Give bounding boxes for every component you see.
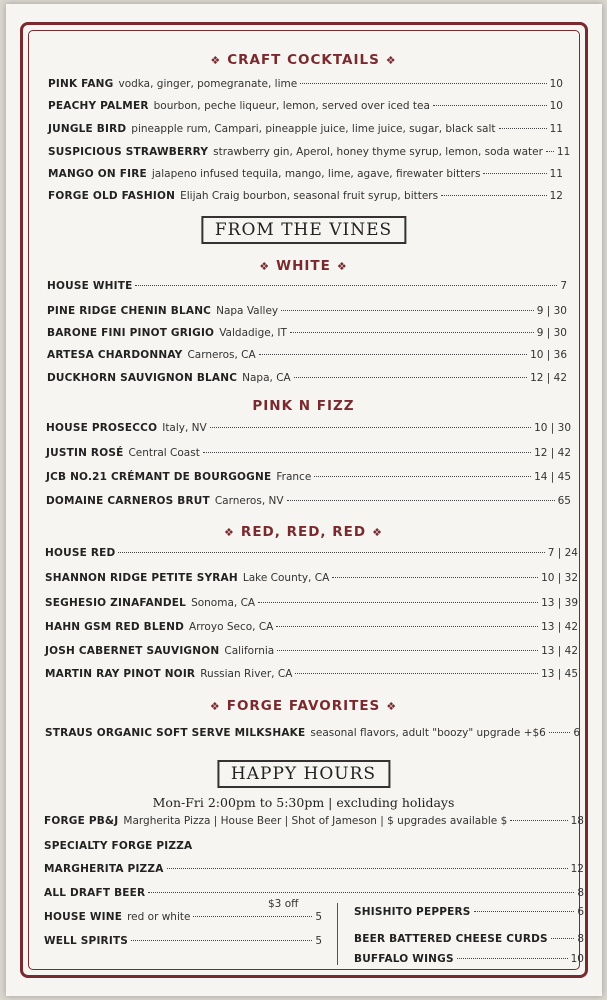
item-price: 10 | 36 <box>530 349 567 361</box>
dot-leader <box>441 195 547 196</box>
menu-item-cocktails <box>48 168 563 180</box>
menu-item-pink <box>46 471 571 483</box>
item-price: 18 <box>570 815 584 827</box>
item-name: JOSH CABERNET SAUVIGNON <box>45 645 220 657</box>
item-description: Carneros, NV <box>214 495 284 507</box>
menu-item-cocktails <box>48 190 563 202</box>
menu-item-cocktails <box>48 123 563 135</box>
item-name: HAHN GSM RED BLEND <box>45 621 185 633</box>
dot-leader <box>167 868 568 869</box>
item-description: Napa Valley <box>216 305 279 317</box>
ornament-icon: ❖ <box>210 54 222 67</box>
dot-leader <box>287 500 555 501</box>
item-name: HOUSE WHITE <box>47 280 133 292</box>
item-price: 11 <box>556 146 571 158</box>
dot-leader <box>483 173 546 174</box>
dot-leader <box>281 310 534 311</box>
section-red-red-red: ❖ RED, RED, RED ❖ <box>224 524 383 540</box>
item-price: 10 | 32 <box>541 572 578 584</box>
dot-leader <box>277 650 538 651</box>
item-price: 7 <box>560 280 567 292</box>
item-name: JUSTIN ROSÉ <box>46 447 124 459</box>
item-price: 12 <box>549 190 563 202</box>
item-price: 9 | 30 <box>536 305 567 317</box>
item-price: 10 <box>549 78 563 90</box>
dot-leader <box>118 552 544 553</box>
menu-item-red <box>45 547 578 559</box>
dot-leader <box>148 892 574 893</box>
section-craft-cocktails: ❖ CRAFT COCKTAILS ❖ <box>210 52 397 68</box>
item-price: 10 <box>570 953 584 965</box>
item-description: Margherita Pizza | House Beer | Shot of Jameson | $ upgrades available $ <box>123 815 508 827</box>
menu-item-happy <box>44 863 584 875</box>
menu-item-happy_left <box>44 911 322 923</box>
item-price: 12 | 42 <box>530 372 567 384</box>
item-name: ALL DRAFT BEER <box>44 887 146 899</box>
item-price: 5 <box>315 911 322 923</box>
menu-item-happy <box>44 840 584 852</box>
item-price: 7 | 24 <box>547 547 578 559</box>
section-pink-n-fizz: PINK N FIZZ <box>252 398 355 414</box>
item-price: 11 <box>549 123 563 135</box>
item-name: SEGHESIO ZINAFANDEL <box>45 597 187 609</box>
dot-leader <box>210 427 531 428</box>
dot-leader <box>332 577 538 578</box>
item-name: PEACHY PALMER <box>48 100 149 112</box>
dot-leader <box>276 626 538 627</box>
item-name: BARONE FINI PINOT GRIGIO <box>47 327 215 339</box>
dot-leader <box>135 285 557 286</box>
menu-item-red <box>45 572 578 584</box>
menu-item-white <box>47 349 567 361</box>
dot-leader <box>295 673 538 674</box>
item-price: 65 <box>557 495 571 507</box>
item-description: red or white <box>127 911 191 923</box>
draft-beer-discount: $3 off <box>268 898 299 910</box>
ornament-icon: ❖ <box>209 700 221 713</box>
item-description: pineapple rum, Campari, pineapple juice, lime juice, sugar, black salt <box>131 123 496 135</box>
item-name: MANGO ON FIRE <box>48 168 147 180</box>
item-description: France <box>276 471 312 483</box>
item-price: 10 <box>549 100 563 112</box>
menu-item-happy_right <box>354 933 584 945</box>
item-description: Central Coast <box>128 447 200 459</box>
column-divider <box>337 903 338 965</box>
dot-leader <box>294 377 527 378</box>
item-price: 13 | 45 <box>541 668 578 680</box>
dot-leader <box>300 83 546 84</box>
dot-leader <box>314 476 531 477</box>
item-name: DOMAINE CARNEROS BRUT <box>46 495 210 507</box>
item-description: California <box>224 645 275 657</box>
menu-item-white <box>47 327 567 339</box>
item-name: HOUSE RED <box>45 547 116 559</box>
item-name: ARTESA CHARDONNAY <box>47 349 183 361</box>
dot-leader <box>203 452 531 453</box>
ornament-icon: ❖ <box>259 260 271 273</box>
item-name: SHISHITO PEPPERS <box>354 906 471 918</box>
ornament-icon: ❖ <box>386 700 398 713</box>
heading-happy-hours: HAPPY HOURS <box>217 760 390 788</box>
ornament-icon: ❖ <box>224 526 235 539</box>
ornament-icon: ❖ <box>385 54 397 67</box>
item-name: BUFFALO WINGS <box>354 953 454 965</box>
item-name: SUSPICIOUS STRAWBERRY <box>48 146 209 158</box>
item-description: bourbon, peche liqueur, lemon, served over iced tea <box>153 100 430 112</box>
dot-leader <box>193 916 312 917</box>
item-price: 11 <box>549 168 563 180</box>
item-description: vodka, ginger, pomegranate, lime <box>118 78 298 90</box>
item-price: 8 <box>577 933 584 945</box>
menu-item-pink <box>46 422 571 434</box>
item-price: 13 | 42 <box>541 621 578 633</box>
item-price: 13 | 42 <box>541 645 578 657</box>
item-name: FORGE OLD FASHION <box>48 190 176 202</box>
ornament-icon: ❖ <box>336 260 348 273</box>
item-price: 6 <box>577 906 584 918</box>
menu-item-pink <box>46 495 571 507</box>
section-forge-favorites: ❖ FORGE FAVORITES ❖ <box>209 698 398 714</box>
dot-leader <box>474 911 575 912</box>
item-name: STRAUS ORGANIC SOFT SERVE MILKSHAKE <box>45 727 306 739</box>
menu-item-cocktails <box>48 146 571 158</box>
happy-hours-schedule: Mon-Fri 2:00pm to 5:30pm | excluding holidays <box>152 795 455 810</box>
item-price: 12 | 42 <box>534 447 571 459</box>
dot-leader <box>457 958 568 959</box>
dot-leader <box>549 732 570 733</box>
item-name: FORGE PB&J <box>44 815 119 827</box>
dot-leader <box>259 354 527 355</box>
menu-item-happy_left <box>44 935 322 947</box>
menu-item-happy_right <box>354 953 584 965</box>
item-name: PINE RIDGE CHENIN BLANC <box>47 305 212 317</box>
item-price: 13 | 39 <box>541 597 578 609</box>
menu-item-white <box>47 372 567 384</box>
item-price: 14 | 45 <box>534 471 571 483</box>
item-price: 6 <box>573 727 580 739</box>
item-name: JCB NO.21 CRÉMANT DE BOURGOGNE <box>46 471 272 483</box>
menu-item-red <box>45 668 578 680</box>
menu-item-red <box>45 621 578 633</box>
item-description: Italy, NV <box>162 422 207 434</box>
dot-leader <box>546 151 554 152</box>
dot-leader <box>510 820 567 821</box>
item-name: SPECIALTY FORGE PIZZA <box>44 840 193 852</box>
menu-item-white <box>47 280 567 292</box>
menu-item-cocktails <box>48 100 563 112</box>
item-price: 8 <box>577 887 584 899</box>
menu-item-red <box>45 597 578 609</box>
item-name: JUNGLE BIRD <box>48 123 127 135</box>
menu-item-favorites <box>45 727 580 739</box>
item-name: MARTIN RAY PINOT NOIR <box>45 668 196 680</box>
item-description: Napa, CA <box>242 372 291 384</box>
item-description: Valdadige, IT <box>219 327 287 339</box>
item-description: Arroyo Seco, CA <box>189 621 274 633</box>
item-description: Lake County, CA <box>242 572 330 584</box>
dot-leader <box>290 332 534 333</box>
dot-leader <box>433 105 547 106</box>
ornament-icon: ❖ <box>372 526 383 539</box>
item-price: 10 | 30 <box>534 422 571 434</box>
item-description: strawberry gin, Aperol, honey thyme syrup, lemon, soda water <box>213 146 543 158</box>
item-name: BEER BATTERED CHEESE CURDS <box>354 933 548 945</box>
menu-item-white <box>47 305 567 317</box>
dot-leader <box>499 128 547 129</box>
menu-item-happy <box>44 887 584 899</box>
item-name: PINK FANG <box>48 78 114 90</box>
dot-leader <box>258 602 538 603</box>
item-name: DUCKHORN SAUVIGNON BLANC <box>47 372 238 384</box>
item-description: seasonal flavors, adult "boozy" upgrade +$6 <box>310 727 546 739</box>
item-description: Carneros, CA <box>187 349 256 361</box>
item-price: 5 <box>315 935 322 947</box>
item-description: Russian River, CA <box>200 668 293 680</box>
dot-leader <box>131 940 312 941</box>
menu-item-happy_right <box>354 906 584 918</box>
item-price: 9 | 30 <box>536 327 567 339</box>
item-name: SHANNON RIDGE PETITE SYRAH <box>45 572 238 584</box>
menu-item-happy <box>44 815 584 827</box>
heading-from-the-vines: FROM THE VINES <box>201 216 406 244</box>
item-name: WELL SPIRITS <box>44 935 129 947</box>
dot-leader <box>551 938 575 939</box>
menu-item-red <box>45 645 578 657</box>
item-name: MARGHERITA PIZZA <box>44 863 164 875</box>
item-name: HOUSE PROSECCO <box>46 422 158 434</box>
menu-item-pink <box>46 447 571 459</box>
item-name: HOUSE WINE <box>44 911 123 923</box>
item-description: Sonoma, CA <box>191 597 256 609</box>
section-white: ❖ WHITE ❖ <box>259 258 348 274</box>
menu-item-cocktails <box>48 78 563 90</box>
item-price: 12 <box>570 863 584 875</box>
item-description: jalapeno infused tequila, mango, lime, agave, firewater bitters <box>151 168 481 180</box>
item-description: Elijah Craig bourbon, seasonal fruit syrup, bitters <box>180 190 439 202</box>
